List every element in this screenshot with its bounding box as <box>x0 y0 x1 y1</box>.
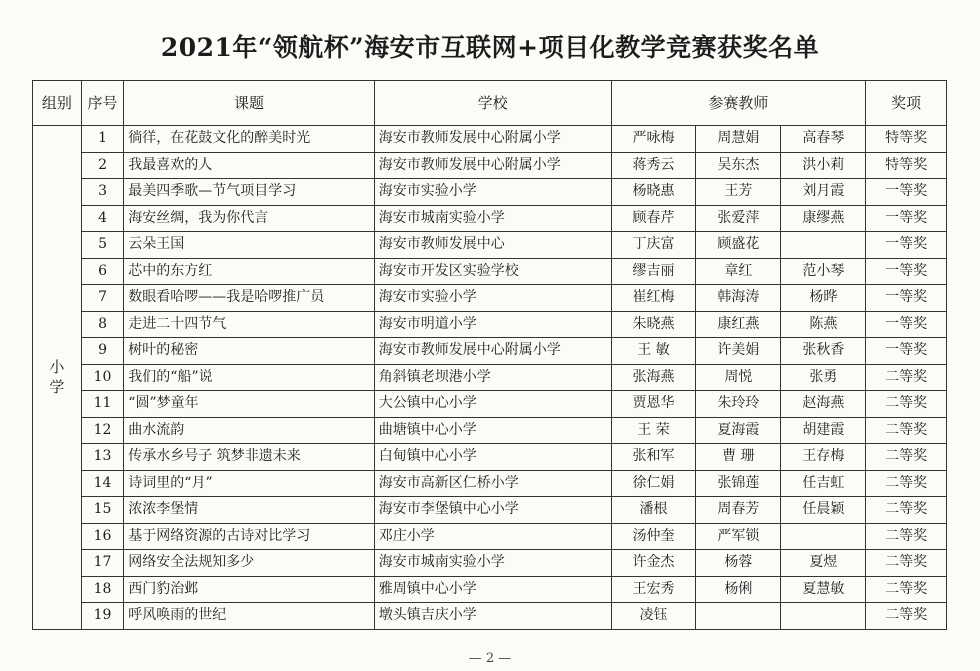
row-topic: 徜徉，在花鼓文化的醉美时光 <box>124 126 375 153</box>
page-number: — 2 — <box>468 651 512 666</box>
row-topic: 我最喜欢的人 <box>124 152 375 179</box>
row-award: 二等奖 <box>866 364 947 391</box>
row-number: 4 <box>81 205 123 232</box>
row-teacher-3 <box>781 523 866 550</box>
row-teacher-1: 汤仲奎 <box>611 523 696 550</box>
row-topic: 传承水乡号子 筑梦非遗未来 <box>124 444 375 471</box>
row-teacher-3: 高春琴 <box>781 126 866 153</box>
row-teacher-2: 顾盛花 <box>696 232 781 259</box>
table-body <box>33 126 947 630</box>
row-teacher-2: 朱玲玲 <box>696 391 781 418</box>
row-school: 海安市城南实验小学 <box>374 205 611 232</box>
row-award: 二等奖 <box>866 523 947 550</box>
row-school: 邓庄小学 <box>374 523 611 550</box>
table-row <box>33 603 947 630</box>
row-school: 雅周镇中心小学 <box>374 576 611 603</box>
row-school: 海安市教师发展中心附属小学 <box>374 126 611 153</box>
table-row <box>33 285 947 312</box>
row-teacher-1: 蒋秀云 <box>611 152 696 179</box>
row-award: 二等奖 <box>866 576 947 603</box>
row-teacher-2: 严军锁 <box>696 523 781 550</box>
table-row <box>33 470 947 497</box>
row-school: 海安市教师发展中心附属小学 <box>374 152 611 179</box>
row-award: 一等奖 <box>866 258 947 285</box>
row-award: 特等奖 <box>866 152 947 179</box>
row-award: 二等奖 <box>866 497 947 524</box>
row-topic: 曲水流韵 <box>124 417 375 444</box>
table-row <box>33 126 947 153</box>
row-school: 角斜镇老坝港小学 <box>374 364 611 391</box>
row-teacher-2: 康红燕 <box>696 311 781 338</box>
table-row <box>33 179 947 206</box>
row-number: 14 <box>81 470 123 497</box>
row-teacher-3: 陈燕 <box>781 311 866 338</box>
row-teacher-3: 张勇 <box>781 364 866 391</box>
row-school: 海安市教师发展中心附属小学 <box>374 338 611 365</box>
row-school: 海安市城南实验小学 <box>374 550 611 577</box>
row-teacher-1: 许金杰 <box>611 550 696 577</box>
row-teacher-1: 王宏秀 <box>611 576 696 603</box>
row-number: 11 <box>81 391 123 418</box>
row-teacher-3: 任晨颖 <box>781 497 866 524</box>
row-topic: 海安丝绸，我为你代言 <box>124 205 375 232</box>
row-teacher-1: 王 荣 <box>611 417 696 444</box>
row-teacher-3: 杨晔 <box>781 285 866 312</box>
row-number: 13 <box>81 444 123 471</box>
row-award: 一等奖 <box>866 311 947 338</box>
row-award: 一等奖 <box>866 232 947 259</box>
row-school: 海安市李堡镇中心小学 <box>374 497 611 524</box>
header-no: 序号 <box>81 81 123 126</box>
row-topic: 网络安全法规知多少 <box>124 550 375 577</box>
row-teacher-2: 周慧娟 <box>696 126 781 153</box>
row-award: 特等奖 <box>866 126 947 153</box>
row-school: 大公镇中心小学 <box>374 391 611 418</box>
row-award: 二等奖 <box>866 391 947 418</box>
row-teacher-2: 杨俐 <box>696 576 781 603</box>
header-school: 学校 <box>374 81 611 126</box>
table-row <box>33 205 947 232</box>
row-teacher-2: 曹 珊 <box>696 444 781 471</box>
table-row <box>33 391 947 418</box>
row-teacher-3: 刘月霞 <box>781 179 866 206</box>
row-teacher-3: 赵海燕 <box>781 391 866 418</box>
row-school: 海安市实验小学 <box>374 179 611 206</box>
row-school: 海安市明道小学 <box>374 311 611 338</box>
row-teacher-2 <box>696 603 781 630</box>
row-award: 一等奖 <box>866 338 947 365</box>
table-row <box>33 497 947 524</box>
row-number: 1 <box>81 126 123 153</box>
row-teacher-1: 贾恩华 <box>611 391 696 418</box>
page-title: 2021年“领航杯”海安市互联网+项目化教学竞赛获奖名单 <box>160 33 820 62</box>
row-number: 2 <box>81 152 123 179</box>
row-number: 8 <box>81 311 123 338</box>
row-topic: 浓浓李堡情 <box>124 497 375 524</box>
row-teacher-1: 朱晓燕 <box>611 311 696 338</box>
header-group: 组别 <box>33 81 82 126</box>
row-award: 二等奖 <box>866 470 947 497</box>
header-teachers: 参赛教师 <box>611 81 866 126</box>
row-award: 一等奖 <box>866 285 947 312</box>
row-number: 18 <box>81 576 123 603</box>
row-school: 曲塘镇中心小学 <box>374 417 611 444</box>
row-topic: 云朵王国 <box>124 232 375 259</box>
row-teacher-1: 凌钰 <box>611 603 696 630</box>
row-topic: 数眼看哈啰——我是哈啰推广员 <box>124 285 375 312</box>
row-teacher-3: 王存梅 <box>781 444 866 471</box>
row-number: 5 <box>81 232 123 259</box>
table-row <box>33 417 947 444</box>
row-teacher-3: 洪小莉 <box>781 152 866 179</box>
row-topic: 诗词里的“月” <box>124 470 375 497</box>
row-number: 6 <box>81 258 123 285</box>
table-row <box>33 523 947 550</box>
row-teacher-2: 夏海霞 <box>696 417 781 444</box>
table-row <box>33 550 947 577</box>
row-teacher-2: 张爱萍 <box>696 205 781 232</box>
row-topic: 树叶的秘密 <box>124 338 375 365</box>
row-award: 二等奖 <box>866 550 947 577</box>
row-teacher-1: 张海燕 <box>611 364 696 391</box>
row-teacher-1: 丁庆富 <box>611 232 696 259</box>
row-topic: 西门豹治邺 <box>124 576 375 603</box>
row-teacher-3: 夏慧敏 <box>781 576 866 603</box>
row-number: 10 <box>81 364 123 391</box>
row-teacher-1: 徐仁娟 <box>611 470 696 497</box>
row-number: 19 <box>81 603 123 630</box>
row-teacher-3: 夏煜 <box>781 550 866 577</box>
table-header-row <box>33 81 947 126</box>
row-award: 二等奖 <box>866 417 947 444</box>
row-teacher-1: 缪吉丽 <box>611 258 696 285</box>
row-school: 海安市实验小学 <box>374 285 611 312</box>
row-teacher-1: 顾春芹 <box>611 205 696 232</box>
row-teacher-3: 康缪燕 <box>781 205 866 232</box>
row-topic: 走进二十四节气 <box>124 311 375 338</box>
table-row <box>33 364 947 391</box>
row-teacher-1: 王 敏 <box>611 338 696 365</box>
table-row <box>33 338 947 365</box>
row-number: 9 <box>81 338 123 365</box>
row-teacher-3 <box>781 232 866 259</box>
row-teacher-2: 吴东杰 <box>696 152 781 179</box>
table-row <box>33 444 947 471</box>
header-topic: 课题 <box>124 81 375 126</box>
row-teacher-2: 周春芳 <box>696 497 781 524</box>
row-school: 海安市高新区仁桥小学 <box>374 470 611 497</box>
row-school: 墩头镇吉庆小学 <box>374 603 611 630</box>
header-award: 奖项 <box>866 81 947 126</box>
row-school: 海安市开发区实验学校 <box>374 258 611 285</box>
row-number: 3 <box>81 179 123 206</box>
row-topic: “圆”梦童年 <box>124 391 375 418</box>
row-teacher-3 <box>781 603 866 630</box>
row-topic: 芯中的东方红 <box>124 258 375 285</box>
table-row <box>33 152 947 179</box>
row-topic: 基于网络资源的古诗对比学习 <box>124 523 375 550</box>
row-award: 二等奖 <box>866 603 947 630</box>
table-row <box>33 311 947 338</box>
row-number: 12 <box>81 417 123 444</box>
row-topic: 呼风唤雨的世纪 <box>124 603 375 630</box>
row-teacher-3: 张秋香 <box>781 338 866 365</box>
row-teacher-2: 张锦莲 <box>696 470 781 497</box>
row-teacher-3: 胡建霞 <box>781 417 866 444</box>
row-award: 一等奖 <box>866 179 947 206</box>
row-teacher-1: 张和军 <box>611 444 696 471</box>
row-school: 海安市教师发展中心 <box>374 232 611 259</box>
row-number: 17 <box>81 550 123 577</box>
row-teacher-3: 任吉虹 <box>781 470 866 497</box>
awards-table <box>32 80 947 630</box>
row-topic: 我们的“船”说 <box>124 364 375 391</box>
row-teacher-1: 潘根 <box>611 497 696 524</box>
row-teacher-2: 许美娟 <box>696 338 781 365</box>
row-teacher-1: 崔红梅 <box>611 285 696 312</box>
table-row <box>33 258 947 285</box>
row-award: 二等奖 <box>866 444 947 471</box>
row-teacher-2: 王芳 <box>696 179 781 206</box>
row-school: 白甸镇中心小学 <box>374 444 611 471</box>
row-teacher-2: 周悦 <box>696 364 781 391</box>
row-number: 7 <box>81 285 123 312</box>
row-teacher-3: 范小琴 <box>781 258 866 285</box>
row-teacher-2: 韩海涛 <box>696 285 781 312</box>
table-row <box>33 576 947 603</box>
group-cell: 小 学 <box>33 126 82 630</box>
row-number: 15 <box>81 497 123 524</box>
row-teacher-2: 章红 <box>696 258 781 285</box>
row-topic: 最美四季歌—节气项目学习 <box>124 179 375 206</box>
row-teacher-1: 杨晓惠 <box>611 179 696 206</box>
row-award: 一等奖 <box>866 205 947 232</box>
row-teacher-1: 严咏梅 <box>611 126 696 153</box>
row-number: 16 <box>81 523 123 550</box>
table-row <box>33 232 947 259</box>
row-teacher-2: 杨蓉 <box>696 550 781 577</box>
